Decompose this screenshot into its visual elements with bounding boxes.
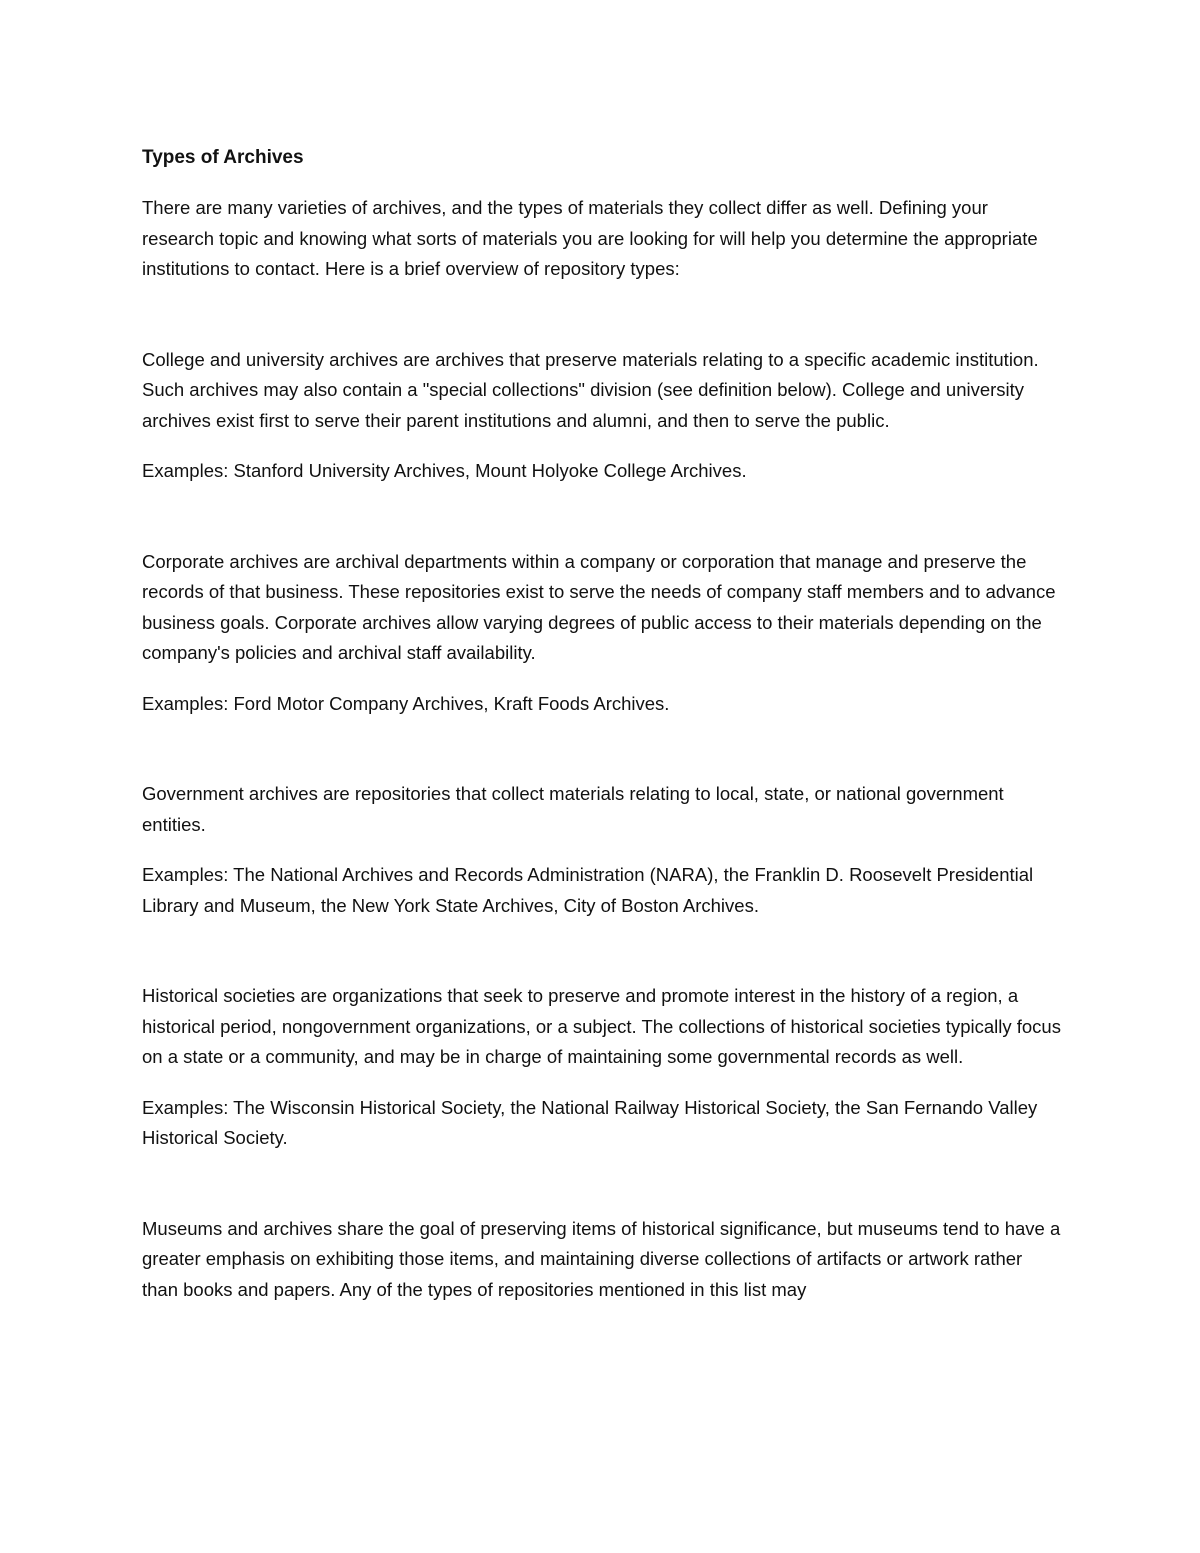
document-body [142,143,1062,1325]
section-description: Historical societies are organizations that seek to preserve and promote interest in the history of a region, a historical period, nongovernment organizations, or a subject. The collections of historical societies typically focus on a state or a community, and may be in charge of maintaining some governmental records as well. [142,985,1061,1067]
section-spacer [142,941,1062,981]
section-description: Museums and archives share the goal of preserving items of historical significance, but museums tend to have a greater emphasis on exhibiting those items, and maintaining diverse collections of artifacts or artwork rather than books and papers. Any of the types of repositories mentioned in this list may [142,1217,1061,1300]
section-spacer [142,1174,1062,1214]
section-corporate-archives [142,547,1062,720]
intro-paragraph: There are many varieties of archives, and the types of materials they collect differ as well. Defining your research topic and knowing what sorts of materials you are looking for will help you determine the appropriate institutions to contact. Here is a brief overview of repository types: [142,197,1038,279]
section-description: Corporate archives are archival departments within a company or corporation that manage and preserve the records of that business. These repositories exist to serve the needs of company staff members and to advance business goals. Corporate archives allow varying degrees of public access to their materials depending on the company's policies and archival staff availability. [142,550,1056,663]
section-examples: Examples: The National Archives and Records Administration (NARA), the Franklin D. Roosevelt Presidential Library and Museum, the New York State Archives, City of Boston Archives. [142,864,1034,916]
document-title: Types of Archives [142,147,304,168]
section-examples: Examples: The Wisconsin Historical Society, the National Railway Historical Society, the San Fernando Valley Historical Society. [142,1096,1038,1148]
section-description: Government archives are repositories that collect materials relating to local, state, or national government entities. [142,783,1004,835]
section-examples: Examples: Ford Motor Company Archives, Kraft Foods Archives. [142,692,670,714]
section-college-university-archives [142,345,1062,487]
section-spacer [142,739,1062,779]
section-spacer [142,305,1062,345]
section-description: College and university archives are archives that preserve materials relating to a specific academic institution. Such archives may also contain a "special collections" division (see definition below). College and university archives exist first to serve their parent institutions and alumni, and then to serve the public. [142,348,1039,431]
section-historical-societies [142,981,1062,1154]
section-examples: Examples: Stanford University Archives, Mount Holyoke College Archives. [142,460,747,481]
section-museums [142,1214,1062,1306]
section-spacer [142,507,1062,547]
section-government-archives [142,779,1062,921]
